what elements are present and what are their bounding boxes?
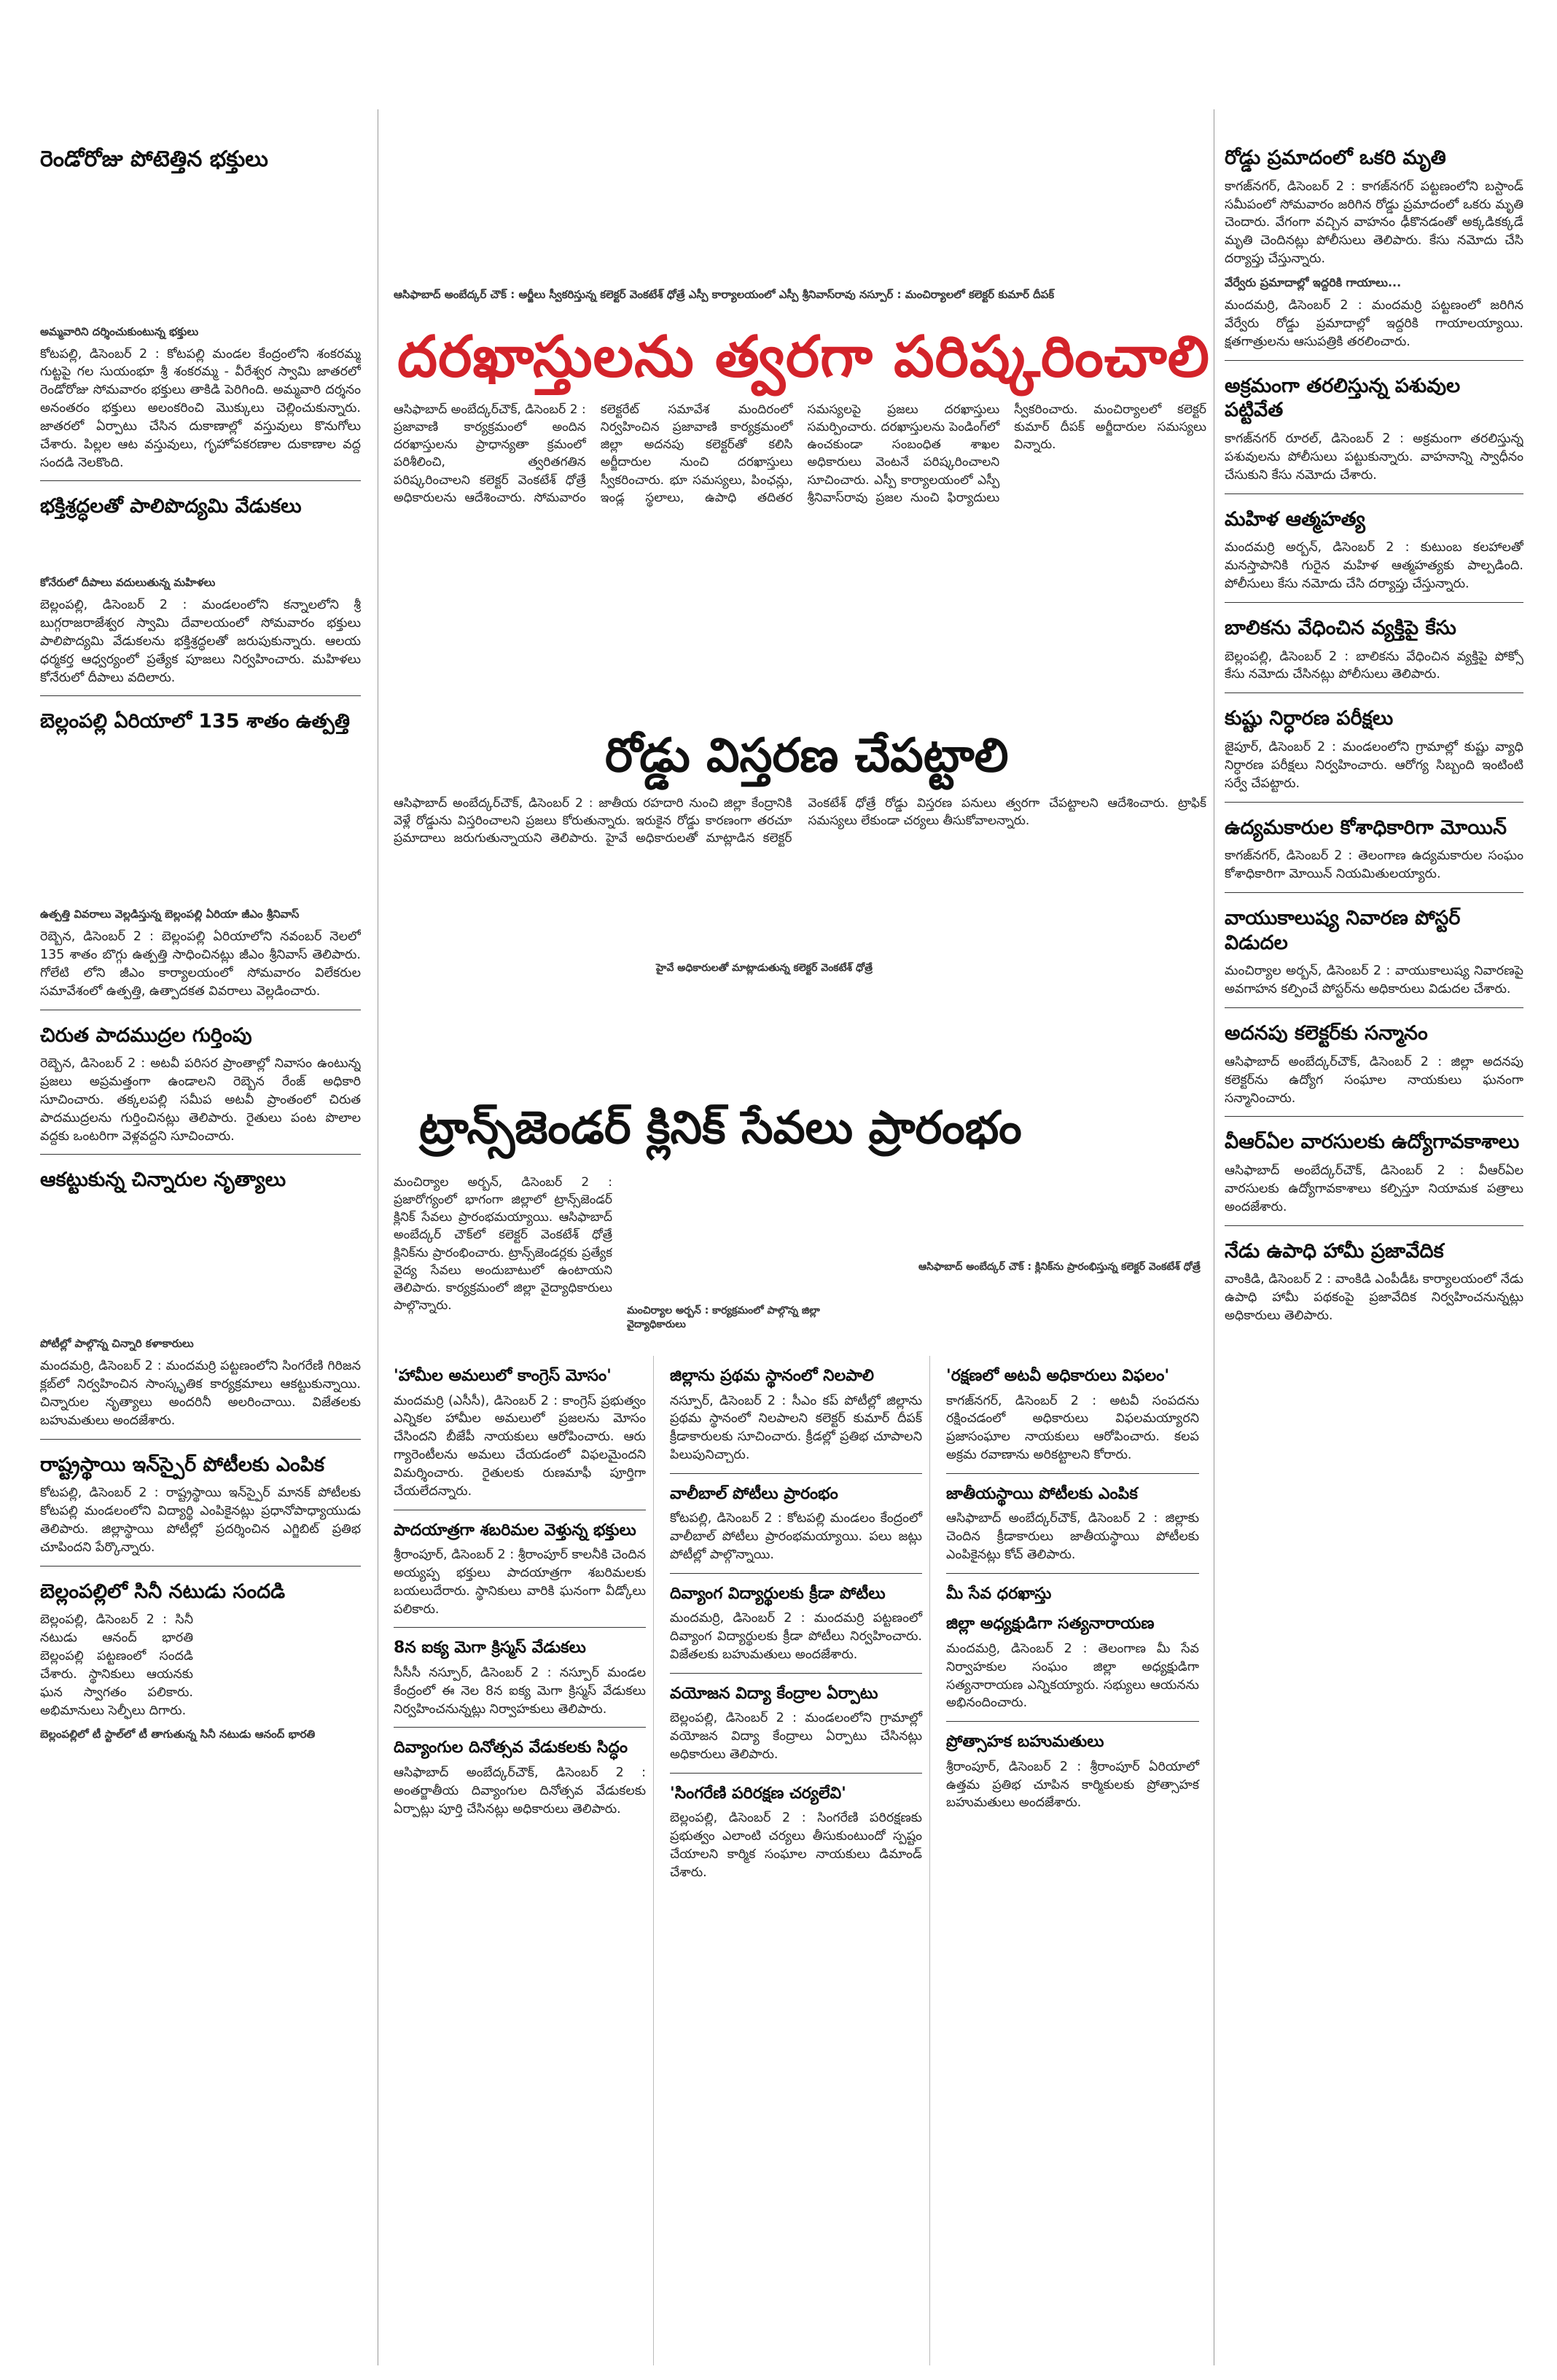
divider xyxy=(394,1727,646,1728)
article-body: మందమర్రి, డిసెంబర్ 2 : మందమర్రి పట్టణంలో జరిగిన వేర్వేరు రోడ్డు ప్రమాదాల్లో ఇద్దరికి గాయాలయ్యాయి. క్షతగాత్రులను ఆసుపత్రికి తరలించారు. xyxy=(1225,297,1523,349)
road-article xyxy=(394,795,1206,962)
lead-article xyxy=(394,401,1206,707)
divider xyxy=(1225,1116,1523,1117)
headline-sports: దివ్యాంగ విద్యార్థులకు క్రీడా పోటీలు xyxy=(670,1584,886,1603)
main-headline: దరఖాస్తులను త్వరగా పరిష్కరించాలి xyxy=(397,324,1210,390)
divider xyxy=(670,1773,922,1774)
headline-sabarimala: పాదయాత్రగా శబరిమల వెళ్తున్న భక్తులు xyxy=(394,1521,636,1540)
article-body: మందమర్రి అర్బన్, డిసెంబర్ 2 : కుటుంబ కలహాలతో మనస్తాపానికి గురైన మహిళ ఆత్మహత్యకు పాల్పడింది. పోలీసులు కేసు నమోదు చేసి దర్యాప్తు చేస్తున్నారు. xyxy=(1225,540,1523,591)
headline-vra: వీఆర్‌ఏల వారసులకు ఉద్యోగావకాశాలు xyxy=(1225,1131,1520,1154)
article-body: కాగజ్‌నగర్, డిసెంబర్ 2 : కాగజ్‌నగర్ పట్టణంలోని బస్టాండ్ సమీపంలో సోమవారం జరిగిన రోడ్డు ప్రమాదంలో ఒకరు మృతి చెందారు. వేగంగా వచ్చిన వాహనం ఢీకొనడంతో అక్కడికక్కడే మృతి చెందినట్లు పోలీసులు తెలిపారు. కేసు నమోదు చేసి దర్యాప్తు చేస్తున్నారు. xyxy=(1225,179,1523,267)
article-body: బెల్లంపల్లి, డిసెంబర్ 2 : సింగరేణి పరిరక్షణకు ప్రభుత్వం ఎలాంటి చర్యలు తీసుకుంటుందో స్పష్టం చేయాలని కార్మిక సంఘాల నాయకులు డిమాండ్ చేశారు. xyxy=(670,1811,922,1880)
photo-caption: అమ్మవారిని దర్శించుకుంటున్న భక్తులు xyxy=(40,324,199,338)
divider xyxy=(394,1627,646,1628)
transgender-article xyxy=(394,1174,612,1334)
transgender-article-body: మంచిర్యాల అర్బన్, డిసెంబర్ 2 : ప్రజారోగ్యంలో భాగంగా జిల్లాలో ట్రాన్స్‌జెండర్ క్లినిక్ సేవలు ప్రారంభమయ్యాయి. ఆసిఫాబాద్ అంబేద్కర్ చౌక్‌లో కలెక్టర్ వెంకటేశ్ ధోత్రే క్లినిక్‌ను ప్రారంభించారు. ట్రాన్స్‌జెండర్లకు ప్రత్యేక వైద్య సేవలు అందుబాటులో ఉంటాయని తెలిపారు. కార్యక్రమంలో జిల్లా వైద్యాధికారులు పాల్గొన్నారు. xyxy=(394,1175,612,1313)
transgender-headline: ట్రాన్స్‌జెండర్ క్లినిక్ సేవలు ప్రారంభం xyxy=(419,1101,1022,1154)
divider xyxy=(1225,692,1523,693)
divider xyxy=(40,1439,361,1440)
road-photo-caption: హైవే అధికారులతో మాట్లాడుతున్న కలెక్టర్ వెంకటేశ్ ధోత్రే xyxy=(656,962,873,974)
headline-actor: బెల్లంపల్లిలో సినీ నటుడు సందడి xyxy=(40,1580,286,1603)
article-body: ఆసిఫాబాద్ అంబేద్కర్‌చౌక్, డిసెంబర్ 2 : అంతర్జాతీయ దివ్యాంగుల దినోత్సవ వేడుకలకు ఏర్పాట్లు పూర్తి చేసినట్లు అధికారులు తెలిపారు. xyxy=(394,1765,646,1817)
headline-praja-vedika: నేడు ఉపాధి హామీ ప్రజావేదిక xyxy=(1225,1239,1444,1263)
headline-leopard: చిరుత పాదముద్రల గుర్తింపు xyxy=(40,1023,252,1047)
headline-singareni: 'సింగరేణి పరిరక్షణ చర్యలేవి' xyxy=(670,1784,846,1803)
headline-christmas: 8న ఐక్య మెగా క్రిస్మస్ వేడుకలు xyxy=(394,1639,586,1658)
headline-devotees: రెండోరోజు పోటెత్తిన భక్తులు xyxy=(40,147,268,172)
headline-disabled-day: దివ్యాంగుల దినోత్సవ వేడుకలకు సిద్ధం xyxy=(394,1739,628,1757)
headline-district-first: జిల్లాను ప్రథమ స్థానంలో నిలపాలి xyxy=(670,1367,875,1385)
divider xyxy=(946,1721,1199,1722)
headline-prizes: ప్రోత్సాహక బహుమతులు xyxy=(946,1733,1104,1752)
divider xyxy=(1225,360,1523,361)
transgender-photo-caption: ఆసిఫాబాద్ అంబేద్కర్ చౌక్ : క్లినిక్‌ను ప్రారంభిస్తున్న కలెక్టర్ వెంకటేశ్ ధోత్రే xyxy=(918,1261,1201,1273)
article-body: కోటపల్లి, డిసెంబర్ 2 : కోటపల్లి మండలం కేంద్రంలో వాలీబాల్ పోటీలు ప్రారంభమయ్యాయి. పలు జట్లు పోటీల్లో పాల్గొన్నాయి. xyxy=(670,1511,922,1563)
transgender-photo-caption-2: మంచిర్యాల అర్బన్ : కార్యక్రమంలో పాల్గొన్న జిల్లా వైద్యాధికారులు xyxy=(627,1305,820,1330)
headline-treasurer: ఉద్యమకారుల కోశాధికారిగా మోయిన్ xyxy=(1225,816,1507,839)
divider xyxy=(1225,1007,1523,1008)
article-body: మందమర్రి (ఎసీసీ), డిసెంబర్ 2 : కాంగ్రెస్ ప్రభుత్వం ఎన్నికల హామీల అమలులో ప్రజలను మోసం చేసిందని బీజేపీ నాయకులు ఆరోపించారు. ఆరు గ్యారెంటీలను అమలు చేయడంలో విఫలమైందని విమర్శించారు. రైతులకు రుణమాఫీ పూర్తిగా చేయలేదన్నారు. xyxy=(394,1393,646,1499)
article-body: రెబ్బెన, డిసెంబర్ 2 : అటవీ పరిసర ప్రాంతాల్లో నివాసం ఉంటున్న ప్రజలు అప్రమత్తంగా ఉండాలని రెబ్బెన రేంజ్ అధికారి సూచించారు. తక్కలపల్లి సమీప అటవీ ప్రాంతంలో చిరుత పాదముద్రలను గుర్తించినట్లు తెలిపారు. రైతులు పంట పొలాల వద్దకు ఒంటరిగా వెళ్లవద్దని సూచించారు. xyxy=(40,1056,361,1144)
article-body: జైపూర్, డిసెంబర్ 2 : మండలంలోని గ్రామాల్లో కుష్టు వ్యాధి నిర్ధారణ పరీక్షలు నిర్వహించారు. ఆరోగ్య సిబ్బంది ఇంటింటి సర్వే చేపట్టారు. xyxy=(1225,740,1523,791)
headline-pollution: వాయుకాలుష్య నివారణ పోస్టర్ విడుదల xyxy=(1225,906,1461,954)
headline-leprosy: కుష్టు నిర్ధారణ పరీక్షలు xyxy=(1225,707,1394,730)
article-body: బెల్లంపల్లి, డిసెంబర్ 2 : మండలంలోని గ్రామాల్లో వయోజన విద్యా కేంద్రాలు ఏర్పాటు చేసినట్లు అధికారులు తెలిపారు. xyxy=(670,1711,922,1763)
lead-article-body: ఆసిఫాబాద్ అంబేద్కర్‌చౌక్, డిసెంబర్ 2 : ప్రజావాణి కార్యక్రమంలో అందిన దరఖాస్తులను ప్రాధాన్యతా క్రమంలో పరిశీలించి, త్వరితగతిన పరిష్కరించాలని కలెక్టర్ వెంకటేశ్ ధోత్రే అధికారులను ఆదేశించారు. సోమవారం కలెక్టరేట్ సమావేశ మందిరంలో నిర్వహించిన ప్రజావాణి కార్యక్రమంలో జిల్లా అదనపు కలెక్టర్‌తో కలిసి అర్జీదారుల నుంచి దరఖాస్తులు స్వీకరించారు. భూ సమస్యలు, పింఛన్లు, ఇండ్ల స్థలాలు, ఉపాధి తదితర సమస్యలపై ప్రజలు దరఖాస్తులు సమర్పించారు. దరఖాస్తులను పెండింగ్‌లో ఉంచకుండా సంబంధిత శాఖల అధికారులు వెంటనే పరిష్కరించాలని సూచించారు. ఎస్పీ కార్యాలయంలో ఎస్పీ శ్రీనివాస్‌రావు ప్రజల నుంచి ఫిర్యాదులు స్వీకరించారు. మంచిర్యాలలో కలెక్టర్ కుమార్ దీపక్ అర్జీదారుల సమస్యలు విన్నారు. xyxy=(394,402,1206,505)
headline-adult-education: వయోజన విద్యా కేంద్రాల ఏర్పాటు xyxy=(670,1684,878,1703)
article-body: మందమర్రి, డిసెంబర్ 2 : తెలంగాణ మీ సేవ నిర్వాహకుల సంఘం జిల్లా అధ్యక్షుడిగా సత్యనారాయణ ఎన్నికయ్యారు. సభ్యులు ఆయనను అభినందించారు. xyxy=(946,1641,1199,1711)
article-body: మందమర్రి, డిసెంబర్ 2 : మందమర్రి పట్టణంలో దివ్యాంగ విద్యార్థులకు క్రీడా పోటీలు నిర్వహించారు. విజేతలకు బహుమతులు అందజేశారు. xyxy=(670,1611,922,1663)
photo-caption: కోనేరులో దీపాలు వదులుతున్న మహిళలు xyxy=(40,576,216,590)
left-column xyxy=(40,109,361,2365)
article-body: సీసీసీ నస్పూర్, డిసెంబర్ 2 : నస్పూర్ మండల కేంద్రంలో ఈ నెల 8న ఐక్య మెగా క్రిస్మస్ వేడుకలు నిర్వహించనున్నట్లు నిర్వాహకులు తెలిపారు. xyxy=(394,1665,646,1717)
headline-festival: భక్తిశ్రద్ధలతో పాలిపొద్యమి వేడుకలు xyxy=(40,495,302,518)
article-body: నస్పూర్, డిసెంబర్ 2 : సీఎం కప్ పోటీల్లో జిల్లాను ప్రథమ స్థానంలో నిలపాలని కలెక్టర్ కుమార్ దీపక్ క్రీడాకారులకు సూచించారు. క్రీడల్లో ప్రతిభ చూపాలని పిలుపునిచ్చారు. xyxy=(670,1393,922,1463)
headline-national: జాతీయస్థాయి పోటీలకు ఎంపిక xyxy=(946,1484,1138,1503)
divider xyxy=(1225,892,1523,893)
lower-column-2 xyxy=(670,1356,930,2365)
headline-case: బాలికను వేధించిన వ్యక్తిపై కేసు xyxy=(1225,616,1456,639)
headline-volleyball: వాలీబాల్ పోటీలు ప్రారంభం xyxy=(670,1484,838,1503)
divider xyxy=(1225,602,1523,603)
article-body: కోటపల్లి, డిసెంబర్ 2 : రాష్ట్రస్థాయి ఇన్‌స్పైర్ మానక్ పోటీలకు కోటపల్లి మండలంలోని విద్యార్థి ఎంపికైనట్లు ప్రధానోపాధ్యాయుడు తెలిపారు. జిల్లాస్థాయి పోటీల్లో ప్రదర్శించిన ఎగ్జిబిట్ ప్రతిభ చూపిందని పేర్కొన్నారు. xyxy=(40,1486,361,1555)
article-body: వాంకిడి, డిసెంబర్ 2 : వాంకిడి ఎంపీడీఓ కార్యాలయంలో నేడు ఉపాధి హామీ పథకంపై ప్రజావేదిక నిర్వహించనున్నట్లు అధికారులు తెలిపారు. xyxy=(1225,1272,1523,1324)
top-photo-caption: ఆసిఫాబాద్ అంబేద్కర్ చౌక్ : అర్జీలు స్వీకరిస్తున్న కలెక్టర్ వెంకటేశ్ ధోత్రే ఎస్పీ కార్యాలయంలో ఎస్పీ శ్రీనివాస్‌రావు నస్పూర్ : మంచిర్యాలలో కలెక్టర్ కుమార్ దీపక్ xyxy=(394,288,1055,301)
article-body: కోటపల్లి, డిసెంబర్ 2 : కోటపల్లి మండల కేంద్రంలోని శంకరమ్మ గుట్టపై గల సుయంభూ శ్రీ శంకరమ్మ - వీరేశ్వర స్వామి జాతరలో రెండోరోజు సోమవారం భక్తులు తాకిడి పెరిగింది. అమ్మవారి దర్శనం అనంతరం భక్తులు అలంకరించి మొక్కులు చెల్లించుకున్నారు. జాతరలో ఏర్పాటు చేసిన దుకాణాల్లో వస్తువులు కొనుగోలు చేశారు. పిల్లల ఆట వస్తువులు, గృహోపకరణాల దుకాణాల వద్ద సందడి నెలకొంది. xyxy=(40,346,361,470)
lower-news-grid xyxy=(394,1356,1206,2365)
headline-forest: 'రక్షణలో అటవీ అధికారులు విఫలం' xyxy=(946,1367,1170,1385)
lower-column-1 xyxy=(394,1356,654,2365)
article-body: బెల్లంపల్లి, డిసెంబర్ 2 : బాలికను వేధించిన వ్యక్తిపై పోక్సో కేసు నమోదు చేసినట్లు పోలీసులు తెలిపారు. xyxy=(1225,649,1523,682)
photo-caption: బెల్లంపల్లిలో టీ స్టాల్‌లో టీ తాగుతున్న సినీ నటుడు ఆనంద్ భారతి xyxy=(40,1727,316,1741)
article-body: శ్రీరాంపూర్, డిసెంబర్ 2 : శ్రీరాంపూర్ కాలనీకి చెందిన అయ్యప్ప భక్తులు పాదయాత్రగా శబరిమలకు బయలుదేరారు. స్థానికులు వారికి ఘనంగా వీడ్కోలు పలికారు. xyxy=(394,1548,646,1617)
divider xyxy=(40,480,361,481)
headline-felicitation: అదనపు కలెక్టర్‌కు సన్మానం xyxy=(1225,1022,1428,1045)
divider xyxy=(670,1473,922,1474)
article-body: కాగజ్‌నగర్, డిసెంబర్ 2 : తెలంగాణ ఉద్యమకారుల సంఘం కోశాధికారిగా మోయిన్ నియమితులయ్యారు. xyxy=(1225,848,1523,882)
headline-cattle: అక్రమంగా తరలిస్తున్న పశువుల పట్టివేత xyxy=(1225,374,1461,422)
divider xyxy=(1225,802,1523,803)
headline-production: బెల్లంపల్లి ఏరియాలో 135 శాతం ఉత్పత్తి xyxy=(40,710,350,733)
headline-accident: రోడ్డు ప్రమాదంలో ఒకరి మృతి xyxy=(1225,147,1446,169)
headline-inspire: రాష్ట్రస్థాయి ఇన్‌స్పైర్ పోటీలకు ఎంపిక xyxy=(40,1453,325,1476)
divider xyxy=(40,695,361,696)
article-body: బెల్లంపల్లి, డిసెంబర్ 2 : మండలంలోని కన్నాలలోని శ్రీ బుగ్గరాజరాజేశ్వర స్వామి దేవాలయంలో సోమవారం భక్తులు పాలిపొద్యమి వేడుకలను భక్తిశ్రద్ధలతో జరుపుకున్నారు. ఆలయ ధర్మకర్త ఆధ్వర్యంలో ప్రత్యేక పూజలు నిర్వహించారు. మహిళలు కోనేరులో దీపాలు వదిలారు. xyxy=(40,598,361,685)
road-article-body: ఆసిఫాబాద్ అంబేద్కర్‌చౌక్, డిసెంబర్ 2 : జాతీయ రహదారి నుంచి జిల్లా కేంద్రానికి వెళ్లే రోడ్డును విస్తరించాలని ప్రజలు కోరుతున్నారు. ఇరుకైన రోడ్డు కారణంగా తరచూ ప్రమాదాలు జరుగుతున్నాయని తెలిపారు. హైవే అధికారులతో మాట్లాడిన కలెక్టర్ వెంకటేశ్ ధోత్రే రోడ్డు విస్తరణ పనులు త్వరగా చేపట్టాలని ఆదేశించారు. ట్రాఫిక్ సమస్యలు లేకుండా చర్యలు తీసుకోవాలన్నారు. xyxy=(394,796,1206,846)
article-body: మంచిర్యాల అర్బన్, డిసెంబర్ 2 : వాయుకాలుష్య నివారణపై అవగాహన కల్పించే పోస్టర్‌ను అధికారులు విడుదల చేశారు. xyxy=(1225,964,1523,997)
article-body: శ్రీరాంపూర్, డిసెంబర్ 2 : శ్రీరాంపూర్ ఏరియాలో ఉత్తమ ప్రతిభ చూపిన కార్మికులకు ప్రోత్సాహక బహుమతులు అందజేశారు. xyxy=(946,1759,1199,1811)
divider xyxy=(1225,493,1523,494)
divider xyxy=(40,1154,361,1155)
divider xyxy=(670,1673,922,1674)
photo-caption: పోటీల్లో పాల్గొన్న చిన్నారి కళాకారులు xyxy=(40,1337,194,1351)
divider xyxy=(670,1573,922,1574)
divider xyxy=(1225,1225,1523,1226)
headline-meeseva: మీ సేవ ధరఖాస్తు xyxy=(946,1584,1052,1603)
photo-caption: ఉత్పత్తి వివరాలు వెల్లడిస్తున్న బెల్లంపల్లి ఏరియా జీఎం శ్రీనివాస్ xyxy=(40,908,300,921)
right-column xyxy=(1225,138,1523,2365)
headline-congress: 'హామీల అమలులో కాంగ్రెస్ మోసం' xyxy=(394,1367,612,1385)
road-headline: రోడ్డు విస్తరణ చేపట్టాలి xyxy=(605,729,1009,783)
article-body: రెబ్బెన, డిసెంబర్ 2 : బెల్లంపల్లి ఏరియాలోని నవంబర్ నెలలో 135 శాతం బొగ్గు ఉత్పత్తి సాధించినట్లు జీఎం శ్రీనివాస్ తెలిపారు. గోలేటి లోని జీఎం కార్యాలయంలో సోమవారం విలేకరుల సమావేశంలో ఉత్పత్తి, ఉత్పాదకత వివరాలు వెల్లడించారు. xyxy=(40,929,361,999)
divider xyxy=(946,1573,1199,1574)
article-body: ఆసిఫాబాద్ అంబేద్కర్‌చౌక్, డిసెంబర్ 2 : జిల్లా అదనపు కలెక్టర్‌ను ఉద్యోగ సంఘాల నాయకులు ఘనంగా సన్మానించారు. xyxy=(1225,1054,1523,1106)
subheadline-injuries: వేర్వేరు ప్రమాదాల్లో ఇద్దరికి గాయాలు... xyxy=(1225,275,1402,289)
article-body: ఆసిఫాబాద్ అంబేద్కర్‌చౌక్, డిసెంబర్ 2 : జిల్లాకు చెందిన క్రీడాకారులు జాతీయస్థాయి పోటీలకు ఎంపికైనట్లు కోచ్ తెలిపారు. xyxy=(946,1511,1199,1563)
headline-suicide: మహిళ ఆత్మహత్య xyxy=(1225,507,1365,531)
article-body: ఆసిఫాబాద్ అంబేద్కర్‌చౌక్, డిసెంబర్ 2 : వీఆర్‌ఏల వారసులకు ఉద్యోగావకాశాలు కల్పిస్తూ నియామక పత్రాలు అందజేశారు. xyxy=(1225,1163,1523,1214)
article-body: మందమర్రి, డిసెంబర్ 2 : మందమర్రి పట్టణంలోని సింగరేణి గిరిజన క్లబ్‌లో నిర్వహించిన సాంస్కృతిక కార్యక్రమాలు ఆకట్టుకున్నాయి. చిన్నారుల నృత్యాలు అందరినీ అలరించాయి. విజేతలకు బహుమతులు అందజేశారు. xyxy=(40,1359,361,1428)
article-body: కాగజ్‌నగర్, డిసెంబర్ 2 : అటవీ సంపదను రక్షించడంలో అధికారులు విఫలమయ్యారని ప్రజాసంఘాల నాయకులు ఆరోపించారు. కలప అక్రమ రవాణాను అరికట్టాలని కోరారు. xyxy=(946,1393,1199,1463)
article-body: కాగజ్‌నగర్ రూరల్, డిసెంబర్ 2 : అక్రమంగా తరలిస్తున్న పశువులను పోలీసులు పట్టుకున్నారు. వాహనాన్ని స్వాధీనం చేసుకుని కేసు నమోదు చేశారు. xyxy=(1225,432,1523,483)
divider xyxy=(946,1473,1199,1474)
article-body: బెల్లంపల్లి, డిసెంబర్ 2 : సినీ నటుడు ఆనంద్ భారతి బెల్లంపల్లి పట్టణంలో సందడి చేశారు. స్థానికులు ఆయనకు ఘన స్వాగతం పలికారు. అభిమానులు సెల్ఫీలు దిగారు. xyxy=(40,1612,193,1718)
headline-president: జిల్లా అధ్యక్షుడిగా సత్యనారాయణ xyxy=(946,1615,1155,1634)
lower-column-3 xyxy=(946,1356,1206,2365)
headline-dance: ఆకట్టుకున్న చిన్నారుల నృత్యాలు xyxy=(40,1168,286,1192)
